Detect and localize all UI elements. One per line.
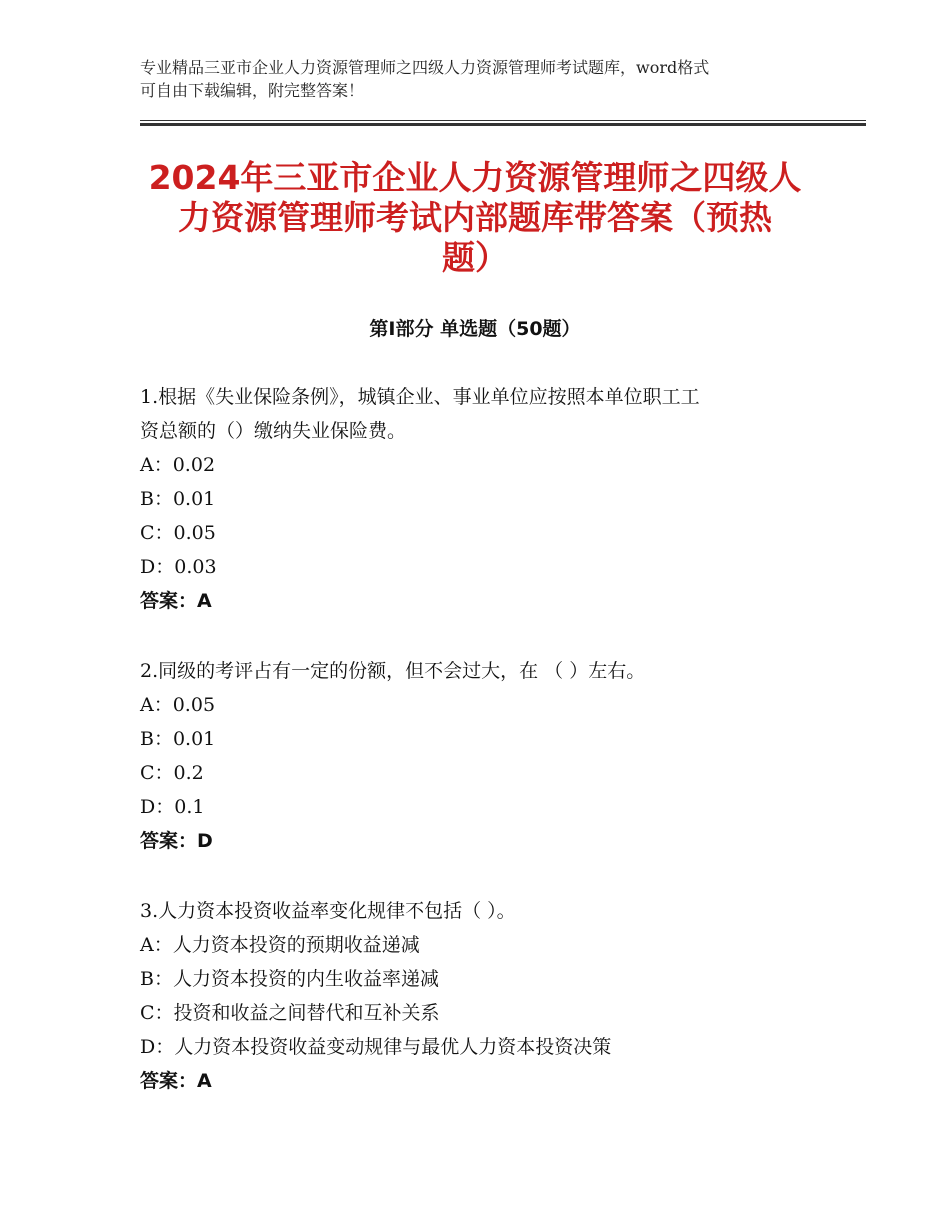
answer: 答案：A [140, 590, 212, 612]
question-1 [140, 380, 860, 618]
option-a: A：0.05 [140, 694, 216, 716]
option-d: D：0.03 [140, 556, 217, 578]
document-title-line: 题） [442, 238, 508, 277]
option-c: C：投资和收益之间替代和互补关系 [140, 1002, 440, 1024]
question-stem: 3.人力资本投资收益率变化规律不包括（ ）。 [140, 900, 516, 922]
question-2 [140, 654, 860, 858]
question-stem: 资总额的（）缴纳失业保险费。 [140, 420, 407, 442]
header-divider-thick [140, 123, 866, 126]
header-note-line: 专业精品三亚市企业人力资源管理师之四级人力资源管理师考试题库，word格式 [140, 58, 710, 77]
document-title-line: 力资源管理师考试内部题库带答案（预热 [178, 198, 772, 237]
answer: 答案：D [140, 830, 213, 852]
option-c: C：0.05 [140, 522, 216, 544]
question-3 [140, 894, 860, 1098]
document-title-line: 2024年三亚市企业人力资源管理师之四级人 [148, 158, 802, 197]
option-d: D：人力资本投资收益变动规律与最优人力资本投资决策 [140, 1036, 612, 1058]
option-c: C：0.2 [140, 762, 204, 784]
option-b: B：人力资本投资的内生收益率递减 [140, 968, 439, 990]
question-stem: 2.同级的考评占有一定的份额，但不会过大，在 （ ）左右。 [140, 660, 646, 682]
header-note [140, 56, 840, 102]
option-b: B：0.01 [140, 728, 216, 750]
option-a: A：0.02 [140, 454, 216, 476]
option-d: D：0.1 [140, 796, 205, 818]
question-stem: 1.根据《失业保险条例》，城镇企业、事业单位应按照本单位职工工 [140, 386, 700, 408]
option-a: A：人力资本投资的预期收益递减 [140, 934, 420, 956]
section-title: 第Ⅰ部分 单选题（50题） [369, 318, 581, 340]
option-b: B：0.01 [140, 488, 216, 510]
header-divider-thin [140, 120, 866, 121]
answer: 答案：A [140, 1070, 212, 1092]
document-title [100, 158, 850, 278]
header-note-line: 可自由下载编辑，附完整答案！ [140, 81, 365, 100]
